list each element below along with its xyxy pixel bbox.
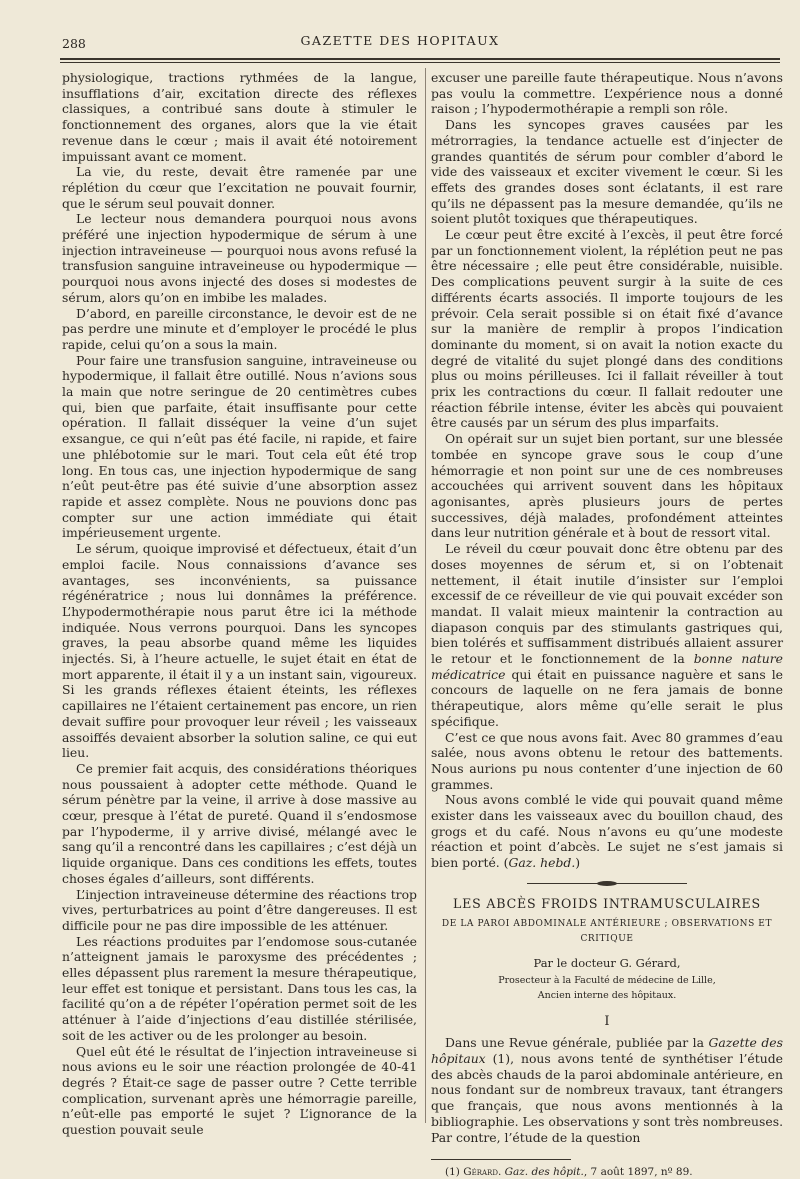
header-rule-thin bbox=[60, 62, 780, 63]
paragraph: physiologique, tractions rythmées de la langue, insufflations d’air, excitation directe des réflexes classiques, a contribué sans doute à stimuler le fonctionnement des organes, alors que la vie était revenue dans le cœur ; mais il avait été notoirement impuissant avant ce moment. bbox=[62, 70, 417, 164]
text-run: qui était en puissance naguère et sans le concours de laquelle on ne fera jamais de bonne thérapeutique, alors même qu’elle serait le plus spécifique. bbox=[431, 666, 783, 729]
text-run: Nous avons comblé le vide qui pouvait quand même exister dans les vaisseaux avec du bouillon chaud, des grogs et du café. Nous n’avons eu qu’une modeste réaction et point d’abcès. Le sujet ne s’est jamais si bien porté. ( bbox=[431, 792, 783, 871]
paragraph: C’est ce que nous avons fait. Avec 80 grammes d’eau salée, nous avons obtenu le retour des battements. Nous aurions pu nous contenter d’une injection de 60 grammes. bbox=[431, 729, 783, 792]
paragraph bbox=[431, 1035, 783, 1145]
left-column bbox=[62, 70, 417, 1142]
paragraph: Les réactions produites par l’endomose sous-cutanée n’atteignent jamais le paroxysme des précédentes ; elles dépassent plus rarement la mesure thérapeutique, leur effet est tonique et persistant. Dans tous les cas, la facilité qu’on a de répéter l’opération permet soit de les atténuer à l’aide d’injections d’eau distillée stérilisée, soit de les activer ou de les prolonger au besoin. bbox=[62, 933, 417, 1043]
header-rule bbox=[60, 58, 780, 60]
paragraph: Quel eût été le résultat de l’injection intraveineuse si nous avions eu le soir une réaction prolongée de 40-41 degrés ? Était-ce sage de passer outre ? Cette terrible complication, survenant après une hémorragie pareille, n’eût-elle pas emporté le sujet ? L’ignorance de la question pouvait seule bbox=[62, 1043, 417, 1138]
paragraph bbox=[431, 541, 783, 729]
paragraph: La vie, du reste, devait être ramenée par une réplétion du cœur que l’excitation ne pouvait fournir, que le sérum seul pouvait donner. bbox=[62, 164, 417, 211]
paragraph: Le sérum, quoique improvisé et défectueux, était d’un emploi facile. Nous connaissions d’avance ses avantages, ses inconvénients, sa puissance régénératrice ; nous lui donnâmes la préférence. L’hypodermothérapie nous parut être ici la méthode indiquée. Nous verrons pourquoi. Dans les syncopes graves, la peau absorbe quand même les liquides injectés. Si, à l’heure actuelle, le sujet était en état de mort apparente, il était il y a un instant sain, vigoureux. Si les grands réflexes étaient éteints, les réflexes capillaires ne l’étaient certainement pas encore, un rien devait suffire pour provoquer leur réveil ; les vaisseaux assoiffés devaient absorber la solution saline, ce qui eut lieu. bbox=[62, 541, 417, 761]
footnote bbox=[431, 1166, 783, 1179]
paragraph: D’abord, en pareille circonstance, le devoir est de ne pas perdre une minute et d’employer le procédé le plus rapide, celui qu’on a sous la main. bbox=[62, 305, 417, 352]
paragraph: Le lecteur nous demandera pourquoi nous avons préféré une injection hypodermique de sérum à une injection intraveineuse — pourquoi nous avons refusé la transfusion sanguine intraveineuse ou hypodermique — pourquoi nous avons injecté des doses si modestes de sérum, alors qu’on en imbibe les malades. bbox=[62, 211, 417, 305]
paragraph: Ce premier fait acquis, des considérations théoriques nous poussaient à adopter cette méthode. Quand le sérum pénètre par la veine, il arrive à dose massive au cœur, presque à l’état de pureté. Quand il s’endosmose par l’hypoderme, il y arrive divisé, mélangé avec le sang qu’il a rencontré dans les capillaires ; c’est déjà un liquide organique. Dans ces conditions les effets, toutes choses égales d’ailleurs, sont différents. bbox=[62, 760, 417, 886]
text-run: Le réveil du cœur pouvait donc être obtenu par des doses moyennes de sérum et, si on l’obtenait nettement, il était inutile d’insister sur l’emploi excessif de ce réveilleur de vie qui pouvait excéder son mandat. Il valait mieux maintenir la contraction au diapason conquis par des stimulants gastriques qui, bien tolérés et suffisamment distribués allaient assurer le retour et le fonctionnement de la bbox=[431, 541, 783, 667]
article-title: LES ABCÈS FROIDS INTRAMUSCULAIRES bbox=[453, 895, 761, 911]
footnote-rule bbox=[431, 1159, 571, 1160]
source-citation: Gaz. hebd. bbox=[508, 855, 576, 871]
paragraph: excuser une pareille faute thérapeutique. Nous n’avons pas voulu la commettre. L’expérience nous a donné raison ; l’hypodermothérapie a rempli son rôle. bbox=[431, 70, 783, 117]
section-numeral: I bbox=[604, 1013, 610, 1029]
paragraph: On opérait sur un sujet bien portant, sur une blessée tombée en syncope grave sous le coup d’une hémorragie et non point sur une de ces nombreuses accouchées qui arrivent souvent dans les hôpitaux agonisantes, après plusieurs jours de pertes successives, déjà malades, profondément atteintes dans leur nutrition générale et à bout de ressort vital. bbox=[431, 431, 783, 541]
footnote-rest: , 7 août 1897, nº 89. bbox=[583, 1166, 693, 1179]
text-run: Dans une Revue générale, publiée par la bbox=[445, 1035, 709, 1051]
footnote-author: Gérard bbox=[463, 1166, 498, 1179]
right-column bbox=[431, 70, 784, 1179]
page-number: 288 bbox=[62, 36, 86, 51]
paragraph: Le cœur peut être excité à l’excès, il peut être forcé par un fonctionnement violent, la réplétion peut ne pas être nécessaire ; elle peut être considérable, nuisible. Des complications peuvent surgir à la suite de ces différents écarts associés. Il importe toujours de les prévoir. Cela serait possible si on était fixé d’avance sur la manière de remplir à propos l’indication dominante du moment, si on avait la notion exacte du degré de vitalité du sujet plongé dans des conditions plus ou moins périlleuses. Ici il fallait réveiller à tout prix les contractions du cœur. Il fallait redouter une réaction fébrile intense, éviter les abcès qui pouvaient être causés par un sérum des plus imparfaits. bbox=[431, 227, 783, 431]
text-run: (1), nous avons tenté de synthétiser l’étude des abcès chauds de la paroi abdominale antérieure, en nous fondant sur de nombreux travaux, tant étrangers que français, que nous avons mentionnés à la bibliographie. Les observations y sont très nombreuses. Par contre, l’étude de la question bbox=[431, 1051, 784, 1145]
author-affiliation: Ancien interne des hôpitaux. bbox=[537, 989, 677, 1001]
footnote-marker: (1) bbox=[445, 1166, 464, 1179]
paragraph bbox=[431, 792, 783, 871]
section-separator bbox=[527, 883, 687, 884]
author-affiliation: Prosecteur à la Faculté de médecine de Lille, bbox=[498, 974, 716, 986]
paragraph: Dans les syncopes graves causées par les métrorragies, la tendance actuelle est d’injecter de grandes quantités de sérum pour combler d’abord le vide des vaisseaux et exciter vivement le cœur. Si les effets des grandes doses sont éclatants, il est rare qu’ils ne dépassent pas la mesure demandée, qu’ils ne soient plutôt toxiques que thérapeutiques. bbox=[431, 117, 783, 227]
italic-phrase: bonne nature médicatrice bbox=[431, 651, 783, 682]
running-head: GAZETTE DES HOPITAUX bbox=[300, 33, 500, 48]
article-subtitle: DE LA PAROI ABDOMINALE ANTÉRIEURE ; OBSERVATIONS ET CRITIQUE bbox=[441, 918, 773, 945]
text-run: ) bbox=[575, 855, 581, 871]
footnote-sep: . bbox=[497, 1166, 505, 1179]
footnote-journal: Gaz. des hôpit. bbox=[504, 1166, 584, 1179]
journal-title: Gazette des hôpitaux bbox=[431, 1035, 783, 1067]
article-byline: Par le docteur G. Gérard, bbox=[533, 955, 681, 970]
column-divider bbox=[425, 68, 426, 1123]
paragraph: L’injection intraveineuse détermine des réactions trop vives, perturbatrices au point d’être dangereuses. Il est difficile pour ne pas dire impossible de les atténuer. bbox=[62, 886, 417, 933]
paragraph: Pour faire une transfusion sanguine, intraveineuse ou hypodermique, il fallait être outillé. Nous n’avions sous la main que notre seringue de 20 centimètres cubes qui, bien que parfaite, était insuffisante pour cette opération. Il fallait disséquer la veine d’un sujet exsangue, ce qui n’eût pas été facile, ni rapide, et faire une phlébotomie sur le mari. Tout cela eût été trop long. En tous cas, une injection hypodermique de sang n’eût peut-être pas été suivie d’une absorption assez rapide et assez complète. Nous ne pouvions donc pas compter sur une action immédiate qui était impérieusement urgente. bbox=[62, 352, 417, 541]
